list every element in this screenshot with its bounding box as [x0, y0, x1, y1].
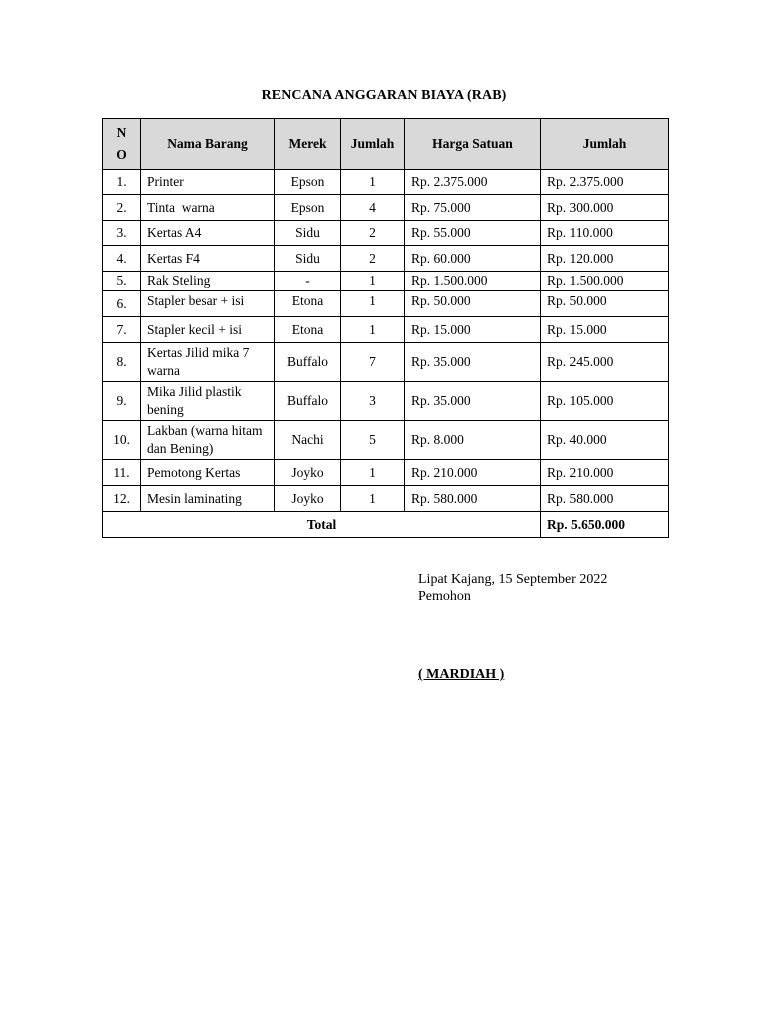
cell-nama: Pemotong Kertas [141, 460, 275, 486]
header-no: N O [103, 119, 141, 170]
header-jumlah-total: Jumlah [541, 119, 669, 170]
cell-merek: Epson [275, 195, 341, 221]
cell-no: 11. [103, 460, 141, 486]
cell-harga: Rp. 60.000 [405, 246, 541, 272]
cell-merek: Buffalo [275, 343, 341, 382]
cell-qty: 1 [341, 486, 405, 512]
cell-merek: Epson [275, 170, 341, 195]
header-jumlah: Jumlah [341, 119, 405, 170]
table-row [103, 486, 669, 512]
cell-merek: Buffalo [275, 382, 341, 421]
table-row [103, 221, 669, 246]
cell-total: Rp. 2.375.000 [541, 170, 669, 195]
table-row [103, 343, 669, 382]
cell-total: Rp. 110.000 [541, 221, 669, 246]
budget-table [102, 118, 669, 538]
cell-nama: Tinta warna [141, 195, 275, 221]
header-harga-satuan: Harga Satuan [405, 119, 541, 170]
cell-merek: Joyko [275, 486, 341, 512]
table-row [103, 246, 669, 272]
cell-nama: Stapler kecil + isi [141, 317, 275, 343]
total-row [103, 512, 669, 538]
cell-harga: Rp. 2.375.000 [405, 170, 541, 195]
cell-qty: 1 [341, 291, 405, 317]
cell-merek: - [275, 272, 341, 291]
cell-harga: Rp. 75.000 [405, 195, 541, 221]
cell-no: 5. [103, 272, 141, 291]
cell-total: Rp. 15.000 [541, 317, 669, 343]
cell-nama: Lakban (warna hitam dan Bening) [141, 421, 275, 460]
table-row [103, 170, 669, 195]
cell-harga: Rp. 15.000 [405, 317, 541, 343]
cell-merek: Sidu [275, 221, 341, 246]
table-row [103, 421, 669, 460]
cell-merek: Joyko [275, 460, 341, 486]
cell-nama: Printer [141, 170, 275, 195]
signature-block [418, 571, 607, 605]
cell-nama: Kertas F4 [141, 246, 275, 272]
table-row [103, 382, 669, 421]
cell-merek: Nachi [275, 421, 341, 460]
cell-total: Rp. 40.000 [541, 421, 669, 460]
cell-merek: Etona [275, 317, 341, 343]
table-row [103, 272, 669, 291]
table-row [103, 317, 669, 343]
signer-name: ( MARDIAH ) [418, 667, 505, 682]
table-row [103, 460, 669, 486]
cell-total: Rp. 105.000 [541, 382, 669, 421]
cell-no: 12. [103, 486, 141, 512]
cell-qty: 5 [341, 421, 405, 460]
cell-no: 10. [103, 421, 141, 460]
header-nama-barang: Nama Barang [141, 119, 275, 170]
cell-harga: Rp. 55.000 [405, 221, 541, 246]
cell-qty: 2 [341, 246, 405, 272]
cell-total: Rp. 50.000 [541, 291, 669, 317]
cell-merek: Etona [275, 291, 341, 317]
cell-harga: Rp. 35.000 [405, 382, 541, 421]
cell-qty: 1 [341, 170, 405, 195]
cell-no: 6. [103, 291, 141, 317]
cell-nama: Mika Jilid plastik bening [141, 382, 275, 421]
cell-harga: Rp. 8.000 [405, 421, 541, 460]
cell-harga: Rp. 35.000 [405, 343, 541, 382]
cell-merek: Sidu [275, 246, 341, 272]
table-row [103, 195, 669, 221]
cell-nama: Mesin laminating [141, 486, 275, 512]
cell-total: Rp. 580.000 [541, 486, 669, 512]
cell-no: 9. [103, 382, 141, 421]
cell-total: Rp. 300.000 [541, 195, 669, 221]
cell-no: 8. [103, 343, 141, 382]
cell-harga: Rp. 210.000 [405, 460, 541, 486]
table-header-row [103, 119, 669, 170]
cell-no: 4. [103, 246, 141, 272]
cell-qty: 1 [341, 272, 405, 291]
total-value: Rp. 5.650.000 [541, 512, 669, 538]
page-title: RENCANA ANGGARAN BIAYA (RAB) [261, 88, 507, 103]
cell-nama: Rak Steling [141, 272, 275, 291]
total-label: Total [103, 512, 541, 538]
cell-nama: Kertas Jilid mika 7 warna [141, 343, 275, 382]
cell-total: Rp. 245.000 [541, 343, 669, 382]
cell-nama: Kertas A4 [141, 221, 275, 246]
cell-total: Rp. 1.500.000 [541, 272, 669, 291]
cell-harga: Rp. 50.000 [405, 291, 541, 317]
header-merek: Merek [275, 119, 341, 170]
cell-qty: 4 [341, 195, 405, 221]
cell-qty: 1 [341, 317, 405, 343]
cell-no: 2. [103, 195, 141, 221]
cell-total: Rp. 210.000 [541, 460, 669, 486]
cell-qty: 3 [341, 382, 405, 421]
cell-qty: 2 [341, 221, 405, 246]
cell-qty: 7 [341, 343, 405, 382]
cell-no: 3. [103, 221, 141, 246]
cell-no: 7. [103, 317, 141, 343]
cell-harga: Rp. 1.500.000 [405, 272, 541, 291]
place-date: Lipat Kajang, 15 September 2022 [418, 572, 608, 587]
cell-harga: Rp. 580.000 [405, 486, 541, 512]
table-row [103, 291, 669, 317]
cell-qty: 1 [341, 460, 405, 486]
cell-nama: Stapler besar + isi [141, 291, 275, 317]
cell-total: Rp. 120.000 [541, 246, 669, 272]
signer-role: Pemohon [418, 589, 471, 604]
cell-no: 1. [103, 170, 141, 195]
